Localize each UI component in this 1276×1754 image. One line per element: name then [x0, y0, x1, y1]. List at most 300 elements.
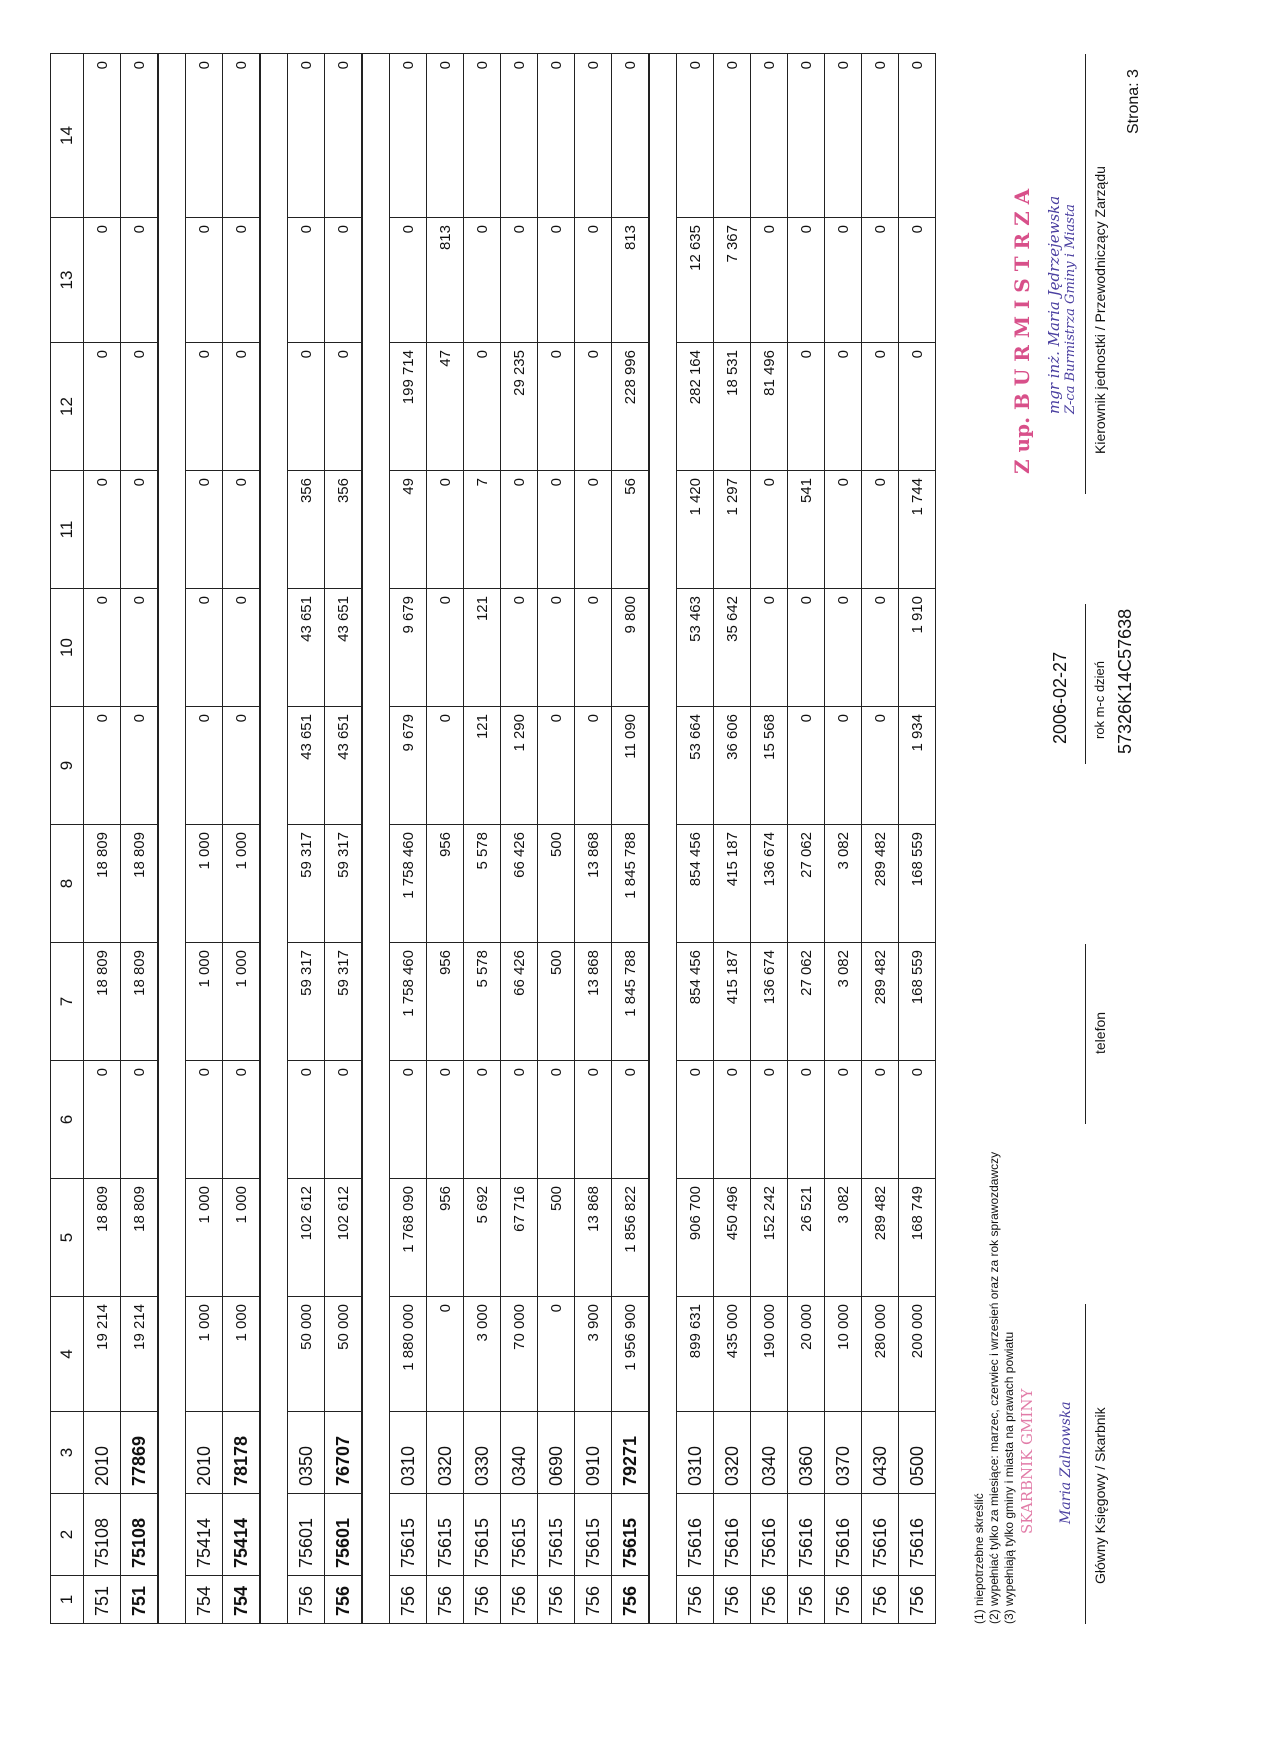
table-cell: 43 651	[325, 589, 363, 707]
table-cell: 67 716	[501, 1179, 538, 1297]
separator-cell	[158, 1412, 186, 1494]
table-cell: 20 000	[788, 1297, 825, 1412]
table-cell: 0	[186, 343, 223, 471]
separator-cell	[158, 1576, 186, 1624]
table-cell: 415 187	[714, 825, 751, 943]
table-cell: 3 082	[825, 1179, 862, 1297]
table-cell: 0	[788, 1061, 825, 1179]
table-cell: 0	[84, 54, 121, 218]
table-cell: 75601	[325, 1494, 363, 1576]
table-cell: 289 482	[862, 825, 899, 943]
table-cell: 75616	[825, 1494, 862, 1576]
table-cell: 0	[825, 589, 862, 707]
table-cell: 1 758 460	[390, 825, 427, 943]
table-cell: 0	[223, 707, 261, 825]
table-cell: 70 000	[501, 1297, 538, 1412]
table-cell: 0310	[677, 1412, 714, 1494]
table-cell: 0	[538, 1297, 575, 1412]
separator-cell	[158, 54, 186, 218]
table-cell: 0	[788, 343, 825, 471]
table-row	[538, 54, 575, 1624]
separator-cell	[649, 54, 677, 218]
table-cell: 0	[825, 471, 862, 589]
column-header-row	[51, 54, 84, 1624]
table-cell: 0	[186, 471, 223, 589]
separator-cell	[649, 1179, 677, 1297]
table-cell: 813	[612, 218, 650, 343]
table-cell: 0	[788, 707, 825, 825]
table-cell: 0360	[788, 1412, 825, 1494]
table-cell: 15 568	[751, 707, 788, 825]
table-cell: 0	[825, 1061, 862, 1179]
table-cell: 0	[223, 218, 261, 343]
table-cell: 0	[288, 1061, 325, 1179]
column-header: 3	[51, 1412, 84, 1494]
separator-cell	[260, 943, 288, 1061]
table-cell: 75616	[788, 1494, 825, 1576]
table-cell: 1 000	[223, 943, 261, 1061]
table-cell: 0430	[862, 1412, 899, 1494]
table-row	[464, 54, 501, 1624]
separator-cell	[260, 707, 288, 825]
table-cell: 19 214	[84, 1297, 121, 1412]
table-cell: 26 521	[788, 1179, 825, 1297]
table-row	[186, 54, 223, 1624]
table-cell: 0	[390, 1061, 427, 1179]
table-cell: 13 868	[575, 943, 612, 1061]
table-cell: 756	[390, 1576, 427, 1624]
separator-cell	[158, 343, 186, 471]
table-cell: 0	[464, 343, 501, 471]
table-cell: 0	[427, 471, 464, 589]
phone-label: telefon	[1092, 1011, 1108, 1054]
table-cell: 0	[538, 343, 575, 471]
table-cell: 1 744	[899, 471, 936, 589]
table-cell: 0	[288, 343, 325, 471]
table-cell: 0	[186, 589, 223, 707]
table-cell: 78178	[223, 1412, 261, 1494]
table-cell: 190 000	[751, 1297, 788, 1412]
table-cell: 0	[751, 218, 788, 343]
table-cell: 356	[325, 471, 363, 589]
table-cell: 0	[223, 1061, 261, 1179]
table-cell: 81 496	[751, 343, 788, 471]
table-row	[390, 54, 427, 1624]
table-cell: 1 910	[899, 589, 936, 707]
table-cell: 0	[121, 471, 159, 589]
table-cell: 1 880 000	[390, 1297, 427, 1412]
table-cell: 2010	[84, 1412, 121, 1494]
table-cell: 0320	[427, 1412, 464, 1494]
table-row	[677, 54, 714, 1624]
separator-cell	[158, 1494, 186, 1576]
mayor-role: Z-ca Burmistrza Gminy i Miasta	[1063, 204, 1078, 414]
separator-cell	[362, 1061, 390, 1179]
separator-cell	[362, 54, 390, 218]
separator-cell	[362, 343, 390, 471]
table-cell: 289 482	[862, 943, 899, 1061]
table-cell: 66 426	[501, 943, 538, 1061]
table-cell: 1 000	[186, 943, 223, 1061]
table-cell: 0	[862, 1061, 899, 1179]
table-cell: 541	[788, 471, 825, 589]
table-cell: 0	[714, 54, 751, 218]
separator-cell	[649, 707, 677, 825]
table-cell: 3 082	[825, 943, 862, 1061]
table-cell: 0	[538, 707, 575, 825]
table-cell: 75601	[288, 1494, 325, 1576]
table-cell: 756	[464, 1576, 501, 1624]
separator-cell	[260, 825, 288, 943]
table-cell: 43 651	[325, 707, 363, 825]
table-cell: 56	[612, 471, 650, 589]
table-cell: 9 800	[612, 589, 650, 707]
table-cell: 50 000	[288, 1297, 325, 1412]
table-cell: 1 000	[186, 1297, 223, 1412]
table-cell: 756	[575, 1576, 612, 1624]
table-cell: 0	[223, 343, 261, 471]
table-cell: 75615	[575, 1494, 612, 1576]
table-cell: 280 000	[862, 1297, 899, 1412]
accountant-signature-line	[1085, 1304, 1086, 1624]
table-cell: 168 559	[899, 825, 936, 943]
table-cell: 75615	[390, 1494, 427, 1576]
table-cell: 0	[121, 1061, 159, 1179]
separator-cell	[260, 1061, 288, 1179]
table-cell: 59 317	[325, 825, 363, 943]
column-header: 2	[51, 1494, 84, 1576]
table-cell: 0	[862, 707, 899, 825]
table-row-sum	[223, 54, 261, 1624]
table-row	[714, 54, 751, 1624]
table-cell: 0	[862, 471, 899, 589]
table-cell: 1 290	[501, 707, 538, 825]
table-row-sum	[325, 54, 363, 1624]
separator-cell	[260, 1179, 288, 1297]
table-cell: 0	[186, 1061, 223, 1179]
table-cell: 0	[501, 471, 538, 589]
table-cell: 282 164	[677, 343, 714, 471]
table-cell: 0	[427, 54, 464, 218]
column-header: 9	[51, 707, 84, 825]
table-row	[899, 54, 936, 1624]
table-cell: 1 000	[186, 1179, 223, 1297]
separator-cell	[260, 589, 288, 707]
table-cell: 11 090	[612, 707, 650, 825]
table-cell: 75414	[186, 1494, 223, 1576]
table-cell: 0	[84, 218, 121, 343]
table-cell: 79271	[612, 1412, 650, 1494]
table-cell: 1 000	[223, 825, 261, 943]
table-cell: 0	[464, 218, 501, 343]
separator-cell	[649, 1412, 677, 1494]
page-number: Strona: 3	[1125, 69, 1142, 134]
table-cell: 0690	[538, 1412, 575, 1494]
table-row	[427, 54, 464, 1624]
table-cell: 0	[538, 54, 575, 218]
table-cell: 0	[899, 343, 936, 471]
table-cell: 0	[751, 589, 788, 707]
table-cell: 0	[223, 54, 261, 218]
table-cell: 121	[464, 589, 501, 707]
table-cell: 0	[575, 54, 612, 218]
table-cell: 0	[427, 1297, 464, 1412]
table-cell: 7	[464, 471, 501, 589]
separator-cell	[362, 1179, 390, 1297]
table-cell: 0	[501, 218, 538, 343]
separator-cell	[260, 54, 288, 218]
table-cell: 0	[899, 54, 936, 218]
report-date: 2006-02-27	[1050, 651, 1070, 744]
table-cell: 0	[538, 471, 575, 589]
separator-cell	[362, 1297, 390, 1412]
table-cell: 75414	[223, 1494, 261, 1576]
separator-cell	[649, 343, 677, 471]
table-cell: 0	[575, 343, 612, 471]
table-cell: 1 956 900	[612, 1297, 650, 1412]
table-cell: 18 809	[84, 1179, 121, 1297]
table-cell: 0	[538, 218, 575, 343]
table-cell: 0	[862, 343, 899, 471]
table-cell: 756	[538, 1576, 575, 1624]
table-cell: 0	[862, 218, 899, 343]
table-cell: 0	[186, 707, 223, 825]
section-separator	[260, 54, 288, 1624]
table-cell: 0	[677, 1061, 714, 1179]
table-row-sum	[121, 54, 159, 1624]
separator-cell	[362, 943, 390, 1061]
separator-cell	[362, 825, 390, 943]
table-row	[575, 54, 612, 1624]
separator-cell	[649, 471, 677, 589]
table-cell: 1 845 788	[612, 943, 650, 1061]
table-cell: 0	[84, 1061, 121, 1179]
table-cell: 0	[612, 1061, 650, 1179]
table-row-sum	[612, 54, 650, 1624]
table-cell: 0	[825, 707, 862, 825]
table-cell: 27 062	[788, 943, 825, 1061]
table-cell: 0	[427, 1061, 464, 1179]
table-cell: 756	[325, 1576, 363, 1624]
table-cell: 756	[751, 1576, 788, 1624]
table-cell: 756	[427, 1576, 464, 1624]
table-cell: 53 664	[677, 707, 714, 825]
table-cell: 19 214	[121, 1297, 159, 1412]
section-separator	[362, 54, 390, 1624]
table-cell: 75616	[714, 1494, 751, 1576]
table-cell: 18 809	[121, 1179, 159, 1297]
table-cell: 289 482	[862, 1179, 899, 1297]
table-cell: 18 809	[84, 825, 121, 943]
table-cell: 2010	[186, 1412, 223, 1494]
separator-cell	[158, 707, 186, 825]
section-separator	[158, 54, 186, 1624]
table-row	[288, 54, 325, 1624]
table-cell: 0	[325, 218, 363, 343]
table-cell: 0	[538, 1061, 575, 1179]
separator-cell	[260, 343, 288, 471]
table-cell: 0	[575, 471, 612, 589]
table-cell: 10 000	[825, 1297, 862, 1412]
separator-cell	[649, 825, 677, 943]
table-row	[501, 54, 538, 1624]
table-cell: 956	[427, 825, 464, 943]
table-cell: 75616	[899, 1494, 936, 1576]
separator-cell	[649, 1494, 677, 1576]
separator-cell	[158, 825, 186, 943]
table-cell: 0370	[825, 1412, 862, 1494]
table-cell: 1 768 090	[390, 1179, 427, 1297]
table-cell: 0	[121, 54, 159, 218]
table-cell: 756	[788, 1576, 825, 1624]
table-cell: 75615	[427, 1494, 464, 1576]
separator-cell	[260, 471, 288, 589]
document-code: 57326K14C57638	[1115, 608, 1135, 754]
table-cell: 0	[612, 54, 650, 218]
table-cell: 75615	[538, 1494, 575, 1576]
table-cell: 0	[427, 707, 464, 825]
table-cell: 75616	[862, 1494, 899, 1576]
table-cell: 0330	[464, 1412, 501, 1494]
table-cell: 0	[714, 1061, 751, 1179]
table-cell: 450 496	[714, 1179, 751, 1297]
table-cell: 756	[899, 1576, 936, 1624]
column-header: 11	[51, 471, 84, 589]
table-cell: 36 606	[714, 707, 751, 825]
column-header: 8	[51, 825, 84, 943]
table-cell: 756	[825, 1576, 862, 1624]
table-cell: 854 456	[677, 943, 714, 1061]
table-cell: 0350	[288, 1412, 325, 1494]
table-cell: 102 612	[325, 1179, 363, 1297]
table-cell: 168 559	[899, 943, 936, 1061]
separator-cell	[649, 1061, 677, 1179]
footnote-3: (3) wypełniają tylko gminy i miasta na prawach powiatu	[1002, 1331, 1016, 1624]
table-cell: 0	[390, 218, 427, 343]
table-row	[751, 54, 788, 1624]
table-cell: 0	[862, 589, 899, 707]
table-cell: 415 187	[714, 943, 751, 1061]
table-cell: 0	[84, 589, 121, 707]
table-cell: 435 000	[714, 1297, 751, 1412]
table-cell: 756	[612, 1576, 650, 1624]
table-cell: 3 082	[825, 825, 862, 943]
table-cell: 9 679	[390, 589, 427, 707]
table-cell: 1 297	[714, 471, 751, 589]
table-cell: 1 000	[186, 825, 223, 943]
table-cell: 0	[751, 471, 788, 589]
table-cell: 1 000	[223, 1297, 261, 1412]
table-cell: 7 367	[714, 218, 751, 343]
table-cell: 854 456	[677, 825, 714, 943]
table-cell: 47	[427, 343, 464, 471]
table-cell: 5 578	[464, 825, 501, 943]
footnote-2: (2) wypełniać tylko za miesiące: marzec, czerwiec i wrzesień oraz za rok sprawozdawczy	[987, 1151, 1001, 1624]
table-cell: 0	[186, 54, 223, 218]
separator-cell	[362, 1494, 390, 1576]
separator-cell	[649, 218, 677, 343]
table-cell: 0	[751, 1061, 788, 1179]
table-cell: 756	[677, 1576, 714, 1624]
table-cell: 0	[288, 218, 325, 343]
treasurer-signature: Maria Zalnowska	[1058, 1401, 1074, 1524]
report-table	[50, 53, 936, 1624]
table-cell: 0	[825, 54, 862, 218]
separator-cell	[362, 1576, 390, 1624]
table-row	[862, 54, 899, 1624]
manager-signature-line	[1085, 54, 1086, 494]
table-cell: 813	[427, 218, 464, 343]
table-cell: 0	[501, 1061, 538, 1179]
table-cell: 0	[538, 589, 575, 707]
separator-cell	[362, 1412, 390, 1494]
mayor-signature: mgr inż. Maria Jędrzejewska	[1045, 195, 1063, 414]
separator-cell	[649, 943, 677, 1061]
table-cell: 0	[751, 54, 788, 218]
table-cell: 0	[899, 218, 936, 343]
column-header: 5	[51, 1179, 84, 1297]
table-cell: 75616	[751, 1494, 788, 1576]
table-cell: 0	[223, 589, 261, 707]
separator-cell	[260, 218, 288, 343]
column-header: 14	[51, 54, 84, 218]
table-cell: 27 062	[788, 825, 825, 943]
table-cell: 754	[223, 1576, 261, 1624]
table-cell: 76707	[325, 1412, 363, 1494]
table-cell: 500	[538, 825, 575, 943]
table-cell: 43 651	[288, 707, 325, 825]
table-cell: 0320	[714, 1412, 751, 1494]
table-cell: 756	[288, 1576, 325, 1624]
table-cell: 0	[575, 1061, 612, 1179]
table-cell: 168 749	[899, 1179, 936, 1297]
table-cell: 77869	[121, 1412, 159, 1494]
separator-cell	[158, 471, 186, 589]
table-cell: 5 692	[464, 1179, 501, 1297]
separator-cell	[649, 1297, 677, 1412]
table-cell: 75108	[121, 1494, 159, 1576]
table-cell: 0	[325, 343, 363, 471]
separator-cell	[362, 218, 390, 343]
table-cell: 500	[538, 943, 575, 1061]
table-cell: 0	[575, 218, 612, 343]
table-cell: 756	[501, 1576, 538, 1624]
treasurer-stamp: SKARBNIK GMINY	[1018, 1388, 1036, 1534]
accountant-label: Główny Księgowy / Skarbnik	[1092, 1407, 1108, 1584]
table-cell: 500	[538, 1179, 575, 1297]
table-cell: 756	[862, 1576, 899, 1624]
table-cell: 29 235	[501, 343, 538, 471]
table-cell: 18 809	[84, 943, 121, 1061]
table-cell: 75615	[501, 1494, 538, 1576]
table-cell: 200 000	[899, 1297, 936, 1412]
table-cell: 0	[325, 1061, 363, 1179]
date-parts-label: rok m-c dzień	[1092, 660, 1107, 739]
table-cell: 0	[121, 218, 159, 343]
table-cell: 0	[677, 54, 714, 218]
column-header: 1	[51, 1576, 84, 1624]
table-cell: 121	[464, 707, 501, 825]
table-cell: 0	[788, 54, 825, 218]
table-cell: 59 317	[288, 943, 325, 1061]
separator-cell	[158, 589, 186, 707]
separator-cell	[362, 707, 390, 825]
table-cell: 0	[825, 343, 862, 471]
phone-line	[1085, 944, 1086, 1124]
table-cell: 899 631	[677, 1297, 714, 1412]
table-cell: 18 809	[121, 825, 159, 943]
manager-label: Kierownik jednostki / Przewodniczący Zarządu	[1092, 166, 1108, 454]
